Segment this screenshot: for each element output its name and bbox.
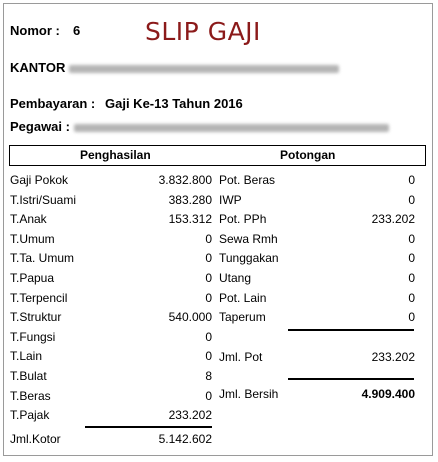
pembayaran-value: Gaji Ke-13 Tahun 2016 [105,96,243,111]
row-value: 0 [205,290,212,305]
table-row [10,211,212,227]
table-row [219,270,415,286]
table-row [10,329,212,345]
table-row [219,290,415,306]
jml-kotor-label: Jml.Kotor [10,432,61,446]
pegawai-label [10,119,389,134]
jml-pot-row [219,349,415,365]
row-label: Pot. PPh [219,212,267,227]
row-label: Utang [219,271,252,285]
row-label: Tunggakan [219,251,279,266]
jml-bersih-label: Jml. Bersih [219,387,279,401]
row-value: 0 [205,271,212,285]
table-row [219,192,415,208]
table-row [10,348,212,364]
row-label: T.Istri/Suami [10,192,77,207]
row-label: T.Umum [10,231,55,246]
row-value: 0 [205,329,212,344]
potongan-header: Potongan [280,148,336,162]
nomor-label: Nomor : [10,23,60,38]
bersih-sum-rule [288,378,414,380]
row-value: 383.280 [168,192,212,207]
table-row [10,192,212,208]
table-row [10,388,212,404]
jml-kotor-row [10,431,212,447]
table-row [219,250,415,266]
row-label: T.Fungsi [10,329,56,344]
table-row [10,368,212,384]
row-value: 0 [205,349,212,364]
row-label: T.Bulat [10,369,47,383]
table-row [219,231,415,247]
table-row [219,172,415,188]
nomor-value: 6 [73,23,81,38]
kantor-label [10,60,339,75]
jml-pot-label: Jml. Pot [219,350,263,364]
table-header [9,145,426,166]
table-row [10,309,212,325]
row-label: T.Ta. Umum [10,251,75,266]
kantor-redacted [69,65,339,73]
row-label: T.Pajak [10,408,50,423]
row-value: 233.202 [168,408,212,423]
row-value: 0 [205,251,212,266]
row-label: Sewa Rmh [219,231,278,246]
row-value: 0 [408,251,415,266]
row-label: Pot. Lain [219,290,267,305]
kantor-label-text: KANTOR [10,60,66,75]
row-label: IWP [219,192,242,207]
table-row [10,290,212,306]
row-value: 0 [408,310,415,325]
table-row [10,231,212,247]
row-label: T.Terpencil [10,290,68,305]
jml-pot-value: 233.202 [371,350,415,364]
row-label: T.Anak [10,212,47,227]
row-value: 0 [408,231,415,246]
potongan-sum-rule [288,329,414,331]
table-row [219,211,415,227]
row-label: Pot. Beras [219,173,276,187]
pegawai-label-text: Pegawai : [10,119,70,134]
table-row [10,270,212,286]
row-label: T.Beras [10,388,51,403]
row-label: T.Papua [10,271,55,285]
penghasilan-header: Penghasilan [80,148,151,162]
row-value: 0 [205,388,212,403]
pegawai-redacted [74,124,389,132]
row-value: 0 [408,290,415,305]
row-value: 153.312 [168,212,212,227]
row-value: 0 [408,192,415,207]
pembayaran-label: Pembayaran : [10,96,96,111]
table-row [10,250,212,266]
row-value: 0 [408,173,415,187]
jml-bersih-value: 4.909.400 [361,387,415,401]
kotor-sum-rule [85,426,212,428]
row-label: Taperum [219,310,266,325]
jml-kotor-value: 5.142.602 [158,432,212,446]
row-value: 3.832.800 [158,173,212,187]
table-row [219,309,415,325]
row-value: 540.000 [168,310,212,325]
slip-title: SLIP GAJI [145,17,261,46]
row-value: 8 [205,369,212,383]
table-row [10,172,212,188]
jml-bersih-row [219,386,415,402]
row-label: T.Lain [10,349,43,364]
row-value: 0 [205,231,212,246]
row-label: Gaji Pokok [10,173,69,187]
table-row [10,407,212,423]
row-value: 0 [408,271,415,285]
row-label: T.Struktur [10,310,62,325]
row-value: 233.202 [371,212,415,227]
